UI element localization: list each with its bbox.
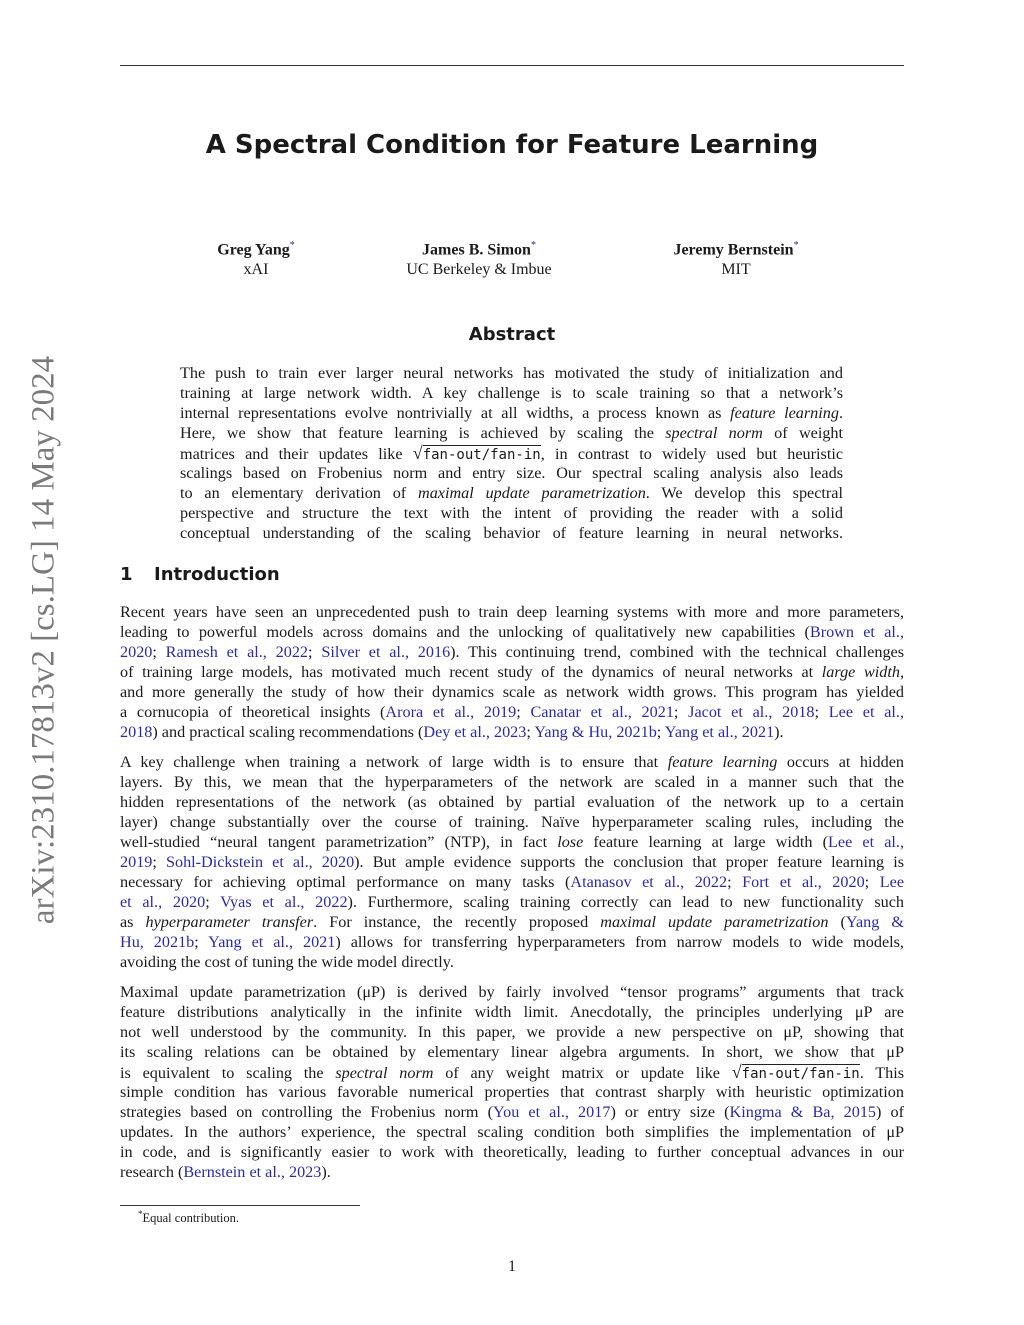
citation-link[interactable]: Sohl-Dickstein et al., 2020	[165, 853, 355, 871]
body-text: , in contrast to widely used but heuristic	[540, 445, 844, 463]
citation-link[interactable]: Lee	[879, 873, 905, 891]
author-name: Greg Yang	[217, 241, 290, 259]
citation-link[interactable]: Fort et al., 2020	[742, 873, 865, 891]
body-text: ) or entry size (	[610, 1103, 730, 1121]
body-text: ). But ample evidence supports the conclusion that proper feature learning is	[354, 853, 905, 871]
section-heading	[120, 564, 280, 585]
body-text: matrices and their updates like	[180, 445, 413, 463]
body-text: training at large network width. A key challenge is to scale training so that a network’s	[180, 384, 843, 402]
text-line	[180, 503, 843, 523]
body-text: layer) change substantially over the course of training. Naïve hyperparameter scaling rules, including the	[120, 813, 904, 831]
text-line	[120, 682, 904, 702]
body-text: ;	[152, 853, 166, 871]
body-text: updates. In the authors’ experience, the spectral scaling condition both simplifies the implementation of μP	[120, 1123, 904, 1141]
body-text: conceptual understanding of the scaling behavior of feature learning in neural networks.	[180, 524, 843, 542]
text-line	[120, 1162, 904, 1182]
text-line	[120, 792, 904, 812]
body-text: to an elementary derivation of	[180, 484, 419, 502]
text-line	[180, 483, 843, 503]
body-text: ;	[814, 703, 829, 721]
body-text: ;	[656, 723, 665, 741]
body-text: scalings based on Frobenius norm and entry size. Our spectral scaling analysis also leads	[180, 464, 843, 482]
text-line	[180, 423, 843, 443]
body-text: ). This continuing trend, combined with the technical challenges	[450, 643, 905, 661]
code-text: fan-out/fan-in	[422, 447, 541, 463]
emphasis-text: large width	[821, 663, 900, 681]
body-text: ) and practical scaling recommendations (	[152, 723, 424, 741]
citation-link[interactable]: et al., 2020	[120, 893, 206, 911]
author-affiliation: xAI	[243, 261, 269, 279]
text-line	[180, 403, 843, 423]
citation-link[interactable]: Lee et al.,	[828, 833, 905, 851]
citation-link[interactable]: Ramesh et al., 2022	[165, 643, 309, 661]
citation-link[interactable]: Yang et al., 2021	[664, 723, 775, 741]
body-text: well-studied “neural tangent parametrization” (NTP), in fact	[120, 833, 558, 851]
text-line	[120, 1002, 904, 1022]
body-text: necessary for achieving optimal performance on many tasks (	[120, 873, 571, 891]
text-line	[120, 1122, 904, 1142]
author-affiliation: UC Berkeley & Imbue	[406, 261, 552, 279]
emphasis-text: hyperparameter transfer	[145, 913, 314, 931]
top-rule	[120, 65, 904, 66]
body-text: of any weight matrix or update like	[433, 1064, 732, 1082]
author-1	[136, 236, 376, 280]
footnote-rule	[120, 1205, 360, 1206]
footnote-mark: *	[138, 1209, 143, 1219]
body-text: of training large models, has motivated much recent study of the dynamics of neural networks at	[120, 663, 822, 681]
text-line	[120, 812, 904, 832]
text-line	[120, 892, 904, 912]
radical-sign: √	[731, 1062, 742, 1082]
emphasis-text: feature learning	[730, 404, 839, 422]
body-text: leading to powerful models across domains and the unlocking of qualitatively new capabilities (	[120, 623, 810, 641]
body-text: ;	[205, 893, 221, 911]
text-line	[180, 463, 843, 483]
emphasis-text: spectral norm	[335, 1064, 434, 1082]
body-text: its scaling relations can be obtained by elementary linear algebra arguments. In short, we show that μP	[120, 1043, 904, 1061]
body-text: ;	[727, 873, 743, 891]
emphasis-text: lose	[557, 833, 584, 851]
body-text: ;	[152, 643, 166, 661]
body-text: occurs at hidden	[777, 753, 904, 771]
body-text: ,	[899, 663, 904, 681]
citation-link[interactable]: Yang et al., 2021	[208, 933, 336, 951]
body-text: research (	[120, 1163, 184, 1181]
body-text: of weight	[762, 424, 844, 442]
intro-paragraph-3	[120, 982, 904, 1182]
text-line	[120, 832, 904, 852]
text-line	[120, 1022, 904, 1042]
body-text: Recent years have seen an unprecedented push to train deep learning systems with more and more parameters,	[120, 603, 904, 621]
body-text: ). Furthermore, scaling training correctly can lead to new functionality such	[347, 893, 904, 911]
text-line	[180, 443, 843, 463]
text-line	[120, 722, 904, 742]
citation-link[interactable]: Bernstein et al., 2023	[183, 1163, 322, 1181]
body-text: internal representations evolve nontrivially at all widths, a process known as	[180, 404, 731, 422]
body-text: Here, we show that feature learning is achieved by scaling the	[180, 424, 666, 442]
citation-link[interactable]: Canatar et al., 2021	[530, 703, 674, 721]
text-line	[120, 1042, 904, 1062]
emphasis-text: spectral norm	[665, 424, 763, 442]
sqrt-expression	[413, 445, 541, 463]
citation-link[interactable]: You et al., 2017	[493, 1103, 611, 1121]
sqrt-expression	[732, 1064, 860, 1082]
body-text: ) allows for transferring hyperparameters from narrow models to wide models,	[335, 933, 904, 951]
text-line	[120, 642, 904, 662]
code-text: fan-out/fan-in	[741, 1066, 860, 1082]
text-line	[120, 772, 904, 792]
body-text: ).	[321, 1163, 331, 1181]
body-text: in code, and is significantly easier to work with theoretically, leading to further conceptual advances in our	[120, 1143, 904, 1161]
text-line	[180, 383, 843, 403]
text-line	[120, 982, 904, 1002]
citation-link[interactable]: 2018	[120, 723, 153, 741]
body-text: .	[838, 404, 844, 422]
text-line	[120, 662, 904, 682]
body-text: avoiding the cost of tuning the wide model directly.	[120, 953, 454, 971]
citation-link[interactable]: Vyas et al., 2022	[220, 893, 348, 911]
body-text: and more generally the study of how their dynamics scale as network width grows. This program has yielded	[120, 683, 904, 701]
citation-link[interactable]: Atanasov et al., 2022	[570, 873, 728, 891]
author-name: Jeremy Bernstein	[673, 241, 794, 259]
citation-link[interactable]: Hu, 2021b	[120, 933, 195, 951]
text-line	[120, 602, 904, 622]
body-text: ;	[308, 643, 322, 661]
footnote-mark[interactable]: *	[530, 240, 536, 251]
footnote-mark[interactable]: *	[289, 240, 295, 251]
text-line	[120, 752, 904, 772]
body-text: A key challenge when training a network of large width is to ensure that	[120, 753, 668, 771]
citation-link[interactable]: Kingma & Ba, 2015	[729, 1103, 877, 1121]
citation-link[interactable]: Brown et al.,	[809, 623, 904, 641]
abstract-body	[180, 363, 843, 543]
body-text: ;	[864, 873, 880, 891]
text-line	[180, 363, 843, 383]
body-text: perspective and structure the text with the intent of providing the reader with a solid	[180, 504, 843, 522]
body-text: The push to train ever larger neural networks has motivated the study of initialization and	[180, 364, 843, 382]
body-text: ).	[774, 723, 784, 741]
arxiv-identifier: arXiv:2310.17813v2 [cs.LG] 14 May 2024	[25, 355, 62, 925]
body-text: (	[828, 913, 846, 931]
abstract-heading: Abstract	[468, 324, 556, 345]
author-name: James B. Simon	[422, 241, 531, 259]
citation-link[interactable]: Jacot et al., 2018	[688, 703, 815, 721]
text-line	[120, 622, 904, 642]
paper-title: A Spectral Condition for Feature Learning	[205, 130, 819, 160]
emphasis-text: maximal update parametrization	[418, 484, 646, 502]
body-text: a cornucopia of theoretical insights (	[120, 703, 386, 721]
text-line	[120, 912, 904, 932]
body-text: ;	[526, 723, 535, 741]
intro-paragraph-2	[120, 752, 904, 972]
body-text: not well understood by the community. In this paper, we provide a new perspective on μP, showing that	[120, 1023, 904, 1041]
footnote	[138, 1209, 239, 1226]
text-line	[120, 1062, 904, 1082]
intro-paragraph-1	[120, 602, 904, 742]
citation-link[interactable]: Yang & Hu, 2021b	[534, 723, 657, 741]
emphasis-text: maximal update parametrization	[600, 913, 829, 931]
text-line	[120, 1142, 904, 1162]
text-line	[120, 852, 904, 872]
text-line	[120, 872, 904, 892]
text-line	[120, 702, 904, 722]
page-number: 1	[508, 1258, 516, 1275]
body-text: . This	[859, 1064, 905, 1082]
text-line	[180, 523, 843, 543]
author-3	[616, 236, 856, 280]
author-affiliation: MIT	[721, 261, 751, 279]
citation-link[interactable]: 2020	[120, 643, 153, 661]
text-line	[120, 932, 904, 952]
section-title: Introduction	[154, 564, 280, 585]
body-text: feature distributions analytically in the infinite width limit. Anecdotally, the principles underlying μP are	[120, 1003, 904, 1021]
section-number: 1	[120, 564, 133, 585]
body-text: hidden representations of the network (as obtained by partial evaluation of the network up to a certain	[120, 793, 904, 811]
body-text: ) of	[876, 1103, 904, 1121]
text-line	[120, 952, 904, 972]
text-line	[120, 1102, 904, 1122]
author-2	[359, 236, 599, 280]
citation-link[interactable]: Lee et al.,	[828, 703, 904, 721]
body-text: feature learning at large width (	[583, 833, 829, 851]
body-text: . We develop this spectral	[645, 484, 843, 502]
footnote-text: Equal contribution.	[142, 1211, 240, 1226]
radical-sign: √	[412, 443, 423, 463]
body-text: layers. By this, we mean that the hyperparameters of the network are scaled in a manner such that the	[120, 773, 904, 791]
body-text: ;	[516, 703, 531, 721]
footnote-mark[interactable]: *	[793, 240, 799, 251]
citation-link[interactable]: Dey et al., 2023	[423, 723, 527, 741]
body-text: is equivalent to scaling the	[120, 1064, 336, 1082]
emphasis-text: feature learning	[667, 753, 778, 771]
body-text: ;	[673, 703, 689, 721]
body-text: Maximal update parametrization (μP) is derived by fairly involved “tensor programs” arguments that track	[120, 983, 904, 1001]
citation-link[interactable]: Yang &	[845, 913, 904, 931]
body-text: as	[120, 913, 146, 931]
body-text: simple condition has various favorable numerical properties that contrast sharply with heuristic optimization	[120, 1083, 904, 1101]
citation-link[interactable]: 2019	[120, 853, 153, 871]
body-text: ;	[194, 933, 209, 951]
citation-link[interactable]: Arora et al., 2019	[385, 703, 517, 721]
text-line	[120, 1082, 904, 1102]
body-text: strategies based on controlling the Frobenius norm (	[120, 1103, 494, 1121]
body-text: . For instance, the recently proposed	[313, 913, 601, 931]
citation-link[interactable]: Silver et al., 2016	[321, 643, 451, 661]
